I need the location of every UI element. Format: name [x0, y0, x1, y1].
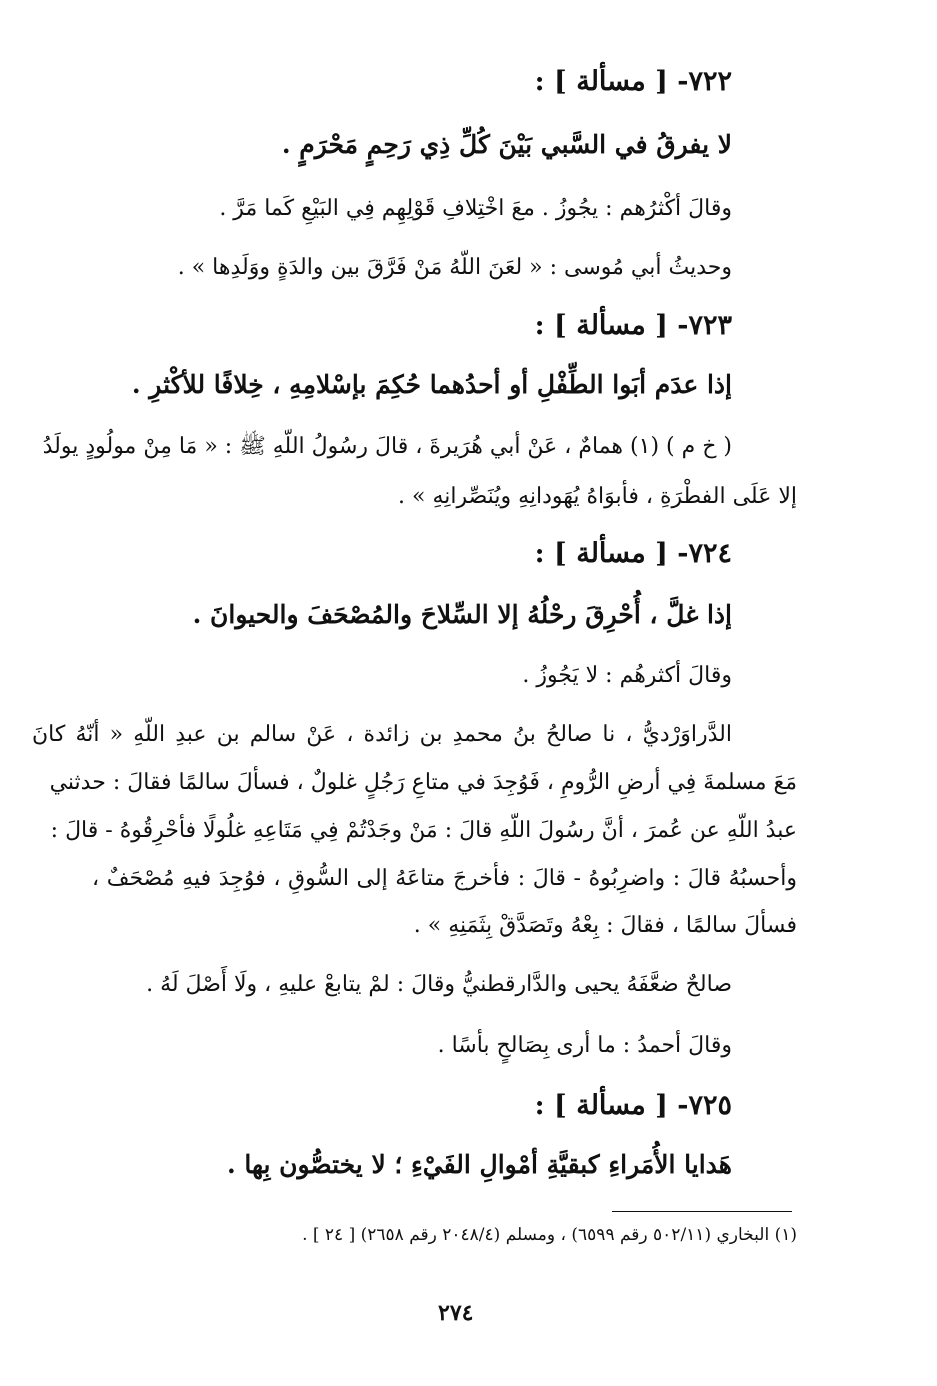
issue-722-opinion: وقالَ أكْثرُهم : يجُوزُ . معَ اخْتِلافِ قَوْلِهِم فِي البَيْعِ كَما مَرَّ . [219, 196, 732, 221]
issue-724-hadith-line-4: وأحسبُهُ قالَ : واضرِبُوهُ - قالَ : فأخرجَ متاعَهُ إلى السُّوقِ ، فوُجِدَ فيهِ مُصْحَفٌ ، [92, 866, 797, 891]
issue-722-statement: لا يفرقُ في السَّبي بَيْنَ كُلِّ ذِي رَحِمٍ مَحْرَمٍ . [281, 130, 732, 159]
footnote-1: (١) البخاري (٥٠٢/١١ رقم ٦٥٩٩) ، ومسلم (٢٠٤٨/٤ رقم ٢٦٥٨) [ ٢٤ ] . [302, 1225, 797, 1245]
issue-722-heading: ٧٢٢- [ مسألة ] : [534, 66, 732, 97]
issue-724-statement: إذا غلَّ ، أُحْرِقَ رحْلُهُ إلا السِّلاحَ والمُصْحَفَ والحيوانَ . [192, 600, 732, 629]
footnote-separator [612, 1211, 792, 1212]
issue-724-opinion: وقالَ أكثرهُم : لا يَجُوزُ . [522, 663, 732, 688]
issue-722-hadith: وحديثُ أبي مُوسى : « لعَنَ اللّهُ مَنْ فَرَّقَ بين والدَةٍ ووَلَدِها » . [177, 255, 732, 280]
issue-724-narrator-criticism: صالحٌ ضعَّفَهُ يحيى والدَّارقطنيُّ وقالَ : لمْ يتابعْ عليهِ ، ولَا أَصْلَ لَهُ . [146, 972, 732, 997]
issue-724-hadith-line-1: الدَّراوَرْديُّ ، نا صالحُ بنُ محمدِ بن زائدة ، عَنْ سالم بن عبدِ اللّهِ « أنّهُ كانَ [32, 722, 732, 747]
issue-723-hadith-line-2: إلا عَلَى الفطْرَةِ ، فأبوَاهُ يُهَودانِهِ ويُنَصِّرانِهِ » . [398, 484, 797, 509]
issue-723-heading: ٧٢٣- [ مسألة ] : [534, 310, 732, 341]
issue-724-hadith-line-5: فسألَ سالمًا ، فقالَ : بِعْهُ وتَصَدَّقْ بِثَمَنِهِ » . [413, 913, 797, 938]
issue-724-hadith-line-3: عبدُ اللّهِ عن عُمرَ ، أنَّ رسُولَ اللّهِ قالَ : مَنْ وجَدْتُمْ فِي مَتَاعِهِ غلُولًا فأحْرِقُوهُ - قالَ : [50, 818, 797, 843]
issue-723-statement: إذا عدَم أبَوا الطِّفْلِ أو أحدُهما حُكِمَ بإسْلامِهِ ، خِلافًا للأكْثرِ . [131, 370, 732, 399]
page-number: ٢٧٤ [438, 1300, 474, 1326]
issue-723-hadith-line-1: ( خ م ) (١) همامٌ ، عَنْ أبي هُرَيرةَ ، قالَ رسُولُ اللّهِ ﷺ : « مَا مِنْ مولُودٍ يولَدُ [42, 434, 732, 459]
issue-724-hadith-line-2: مَعَ مسلمةَ فِي أرضِ الرُّومِ ، فَوُجِدَ في متاعِ رَجُلٍ غلولٌ ، فسألَ سالمًا فقالَ : حدثني [49, 770, 797, 795]
issue-724-ahmad-opinion: وقالَ أحمدُ : ما أرى بِصَالحٍ بأسًا . [437, 1033, 732, 1058]
issue-725-statement: هَدايا الأُمَراءِ كبقيَّةِ أمْوالِ الفَيْءِ ؛ لا يختصُّون بِها . [226, 1150, 732, 1179]
issue-725-heading: ٧٢٥- [ مسألة ] : [534, 1090, 732, 1121]
issue-724-heading: ٧٢٤- [ مسألة ] : [534, 538, 732, 569]
